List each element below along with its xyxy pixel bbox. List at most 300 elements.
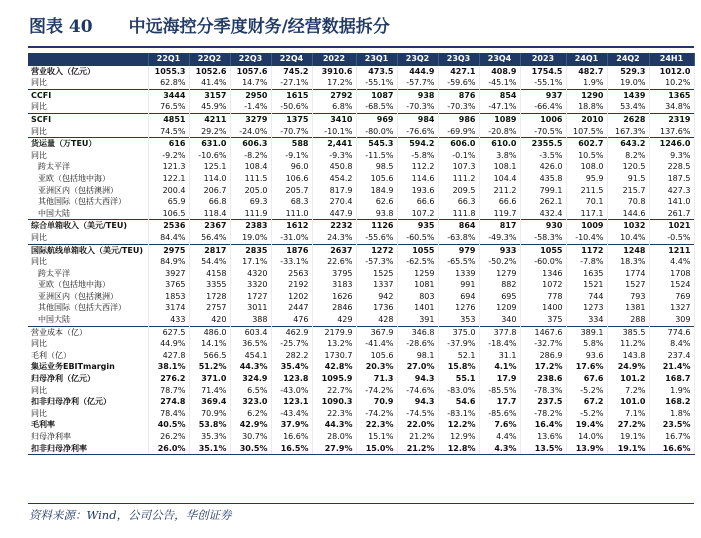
table-cell: 346.8: [397, 326, 438, 338]
table-cell: 1876: [271, 244, 312, 256]
table-cell: 27.2%: [607, 419, 649, 431]
column-header: 23Q1: [356, 53, 397, 65]
table-cell: 118.4: [189, 208, 230, 220]
table-cell: 238.6: [520, 373, 566, 385]
table-cell: 6.5%: [230, 385, 271, 397]
table-cell: 7.1%: [607, 408, 649, 420]
table-cell: 205.0: [230, 185, 271, 197]
table-cell: 2319: [649, 113, 694, 125]
table-cell: 76.5%: [148, 101, 189, 113]
table-cell: 17.2%: [520, 361, 566, 373]
table-cell: 16.4%: [520, 419, 566, 431]
table-cell: 111.5: [230, 173, 271, 185]
table-cell: 2383: [230, 220, 271, 232]
table-cell: 1.8%: [649, 408, 694, 420]
table-cell: 603.4: [230, 326, 271, 338]
figure-number: 图表 40: [29, 17, 93, 37]
table-cell: 1089: [479, 113, 520, 125]
row-label: 同比: [28, 150, 148, 162]
table-cell: 137.6%: [649, 126, 694, 138]
table-cell: 30.7%: [230, 431, 271, 443]
table-cell: -80.0%: [356, 126, 397, 138]
table-cell: -10.6%: [189, 150, 230, 162]
table-cell: 15.8%: [438, 361, 479, 373]
table-cell: 3.8%: [479, 150, 520, 162]
table-cell: 803: [397, 291, 438, 303]
column-header: 24H1: [649, 53, 694, 65]
row-label: 同比: [28, 338, 148, 350]
table-cell: 1365: [649, 89, 694, 101]
table-cell: 309: [649, 314, 694, 326]
table-cell: 8.2%: [607, 150, 649, 162]
table-cell: 2817: [189, 244, 230, 256]
table-cell: -69.9%: [438, 126, 479, 138]
table-cell: 643.2: [607, 138, 649, 150]
table-cell: 2179.9: [312, 326, 356, 338]
table-cell: -59.6%: [438, 77, 479, 89]
table-cell: 274.8: [148, 396, 189, 408]
table-cell: 93.8: [356, 208, 397, 220]
table-cell: 24.3%: [312, 232, 356, 244]
table-cell: 2975: [148, 244, 189, 256]
table-row: [28, 302, 694, 314]
table-cell: 1467.6: [520, 326, 566, 338]
table-cell: -85.6%: [479, 408, 520, 420]
table-cell: 19.4%: [566, 419, 607, 431]
table-cell: -85.5%: [479, 385, 520, 397]
row-label: 同比: [28, 256, 148, 268]
table-cell: 1381: [607, 302, 649, 314]
table-cell: -9.2%: [148, 150, 189, 162]
table-cell: -62.5%: [397, 256, 438, 268]
table-row: [28, 232, 694, 244]
table-cell: 444.9: [397, 65, 438, 77]
table-cell: 69.3: [230, 196, 271, 208]
table-cell: 41.4%: [189, 77, 230, 89]
table-cell: 2846: [312, 302, 356, 314]
table-cell: 12.8%: [438, 443, 479, 455]
table-cell: 432.4: [520, 208, 566, 220]
table-cell: 211.2: [479, 185, 520, 197]
row-label: SCFI: [28, 113, 148, 125]
row-label: 其他国际（包括大西洋）: [28, 196, 148, 208]
row-label: 亚欧（包括地中海）: [28, 173, 148, 185]
table-cell: 288: [607, 314, 649, 326]
table-cell: 10.5%: [566, 150, 607, 162]
table-cell: 545.3: [356, 138, 397, 150]
table-row: [28, 443, 694, 455]
table-cell: 70.8: [607, 196, 649, 208]
column-header: 22Q3: [230, 53, 271, 65]
table-cell: 237.5: [520, 396, 566, 408]
source-note: 资料来源：Wind，公司公告，华创证券: [29, 508, 232, 522]
table-cell: 1.9%: [649, 385, 694, 397]
table-cell: 141.0: [649, 196, 694, 208]
table-cell: -76.6%: [397, 126, 438, 138]
row-label: 扣非归母净利（亿元）: [28, 396, 148, 408]
table-cell: 1081: [397, 279, 438, 291]
table-cell: 62.8%: [148, 77, 189, 89]
table-cell: 65.9: [148, 196, 189, 208]
row-label: 营业成本（亿）: [28, 326, 148, 338]
table-cell: 37.9%: [271, 419, 312, 431]
title-divider: [28, 46, 694, 48]
table-cell: 34.8%: [649, 101, 694, 113]
table-cell: 1728: [189, 291, 230, 303]
row-label: 跨太平洋: [28, 161, 148, 173]
table-cell: 52.1: [438, 350, 479, 362]
table-row: [28, 173, 694, 185]
table-cell: 206.7: [189, 185, 230, 197]
table-cell: 1.9%: [566, 77, 607, 89]
table-cell: 454.1: [230, 350, 271, 362]
table-cell: 694: [438, 291, 479, 303]
table-cell: -9.1%: [271, 150, 312, 162]
table-row: [28, 314, 694, 326]
column-header: 24Q2: [607, 53, 649, 65]
table-cell: 1202: [271, 291, 312, 303]
table-cell: 454.2: [312, 173, 356, 185]
table-row: [28, 408, 694, 420]
table-cell: 745.2: [271, 65, 312, 77]
table-cell: 864: [438, 220, 479, 232]
table-cell: 1273: [566, 302, 607, 314]
table-cell: 2192: [271, 279, 312, 291]
table-cell: 84.4%: [148, 232, 189, 244]
table-cell: 114.0: [189, 173, 230, 185]
table-cell: -78.3%: [520, 385, 566, 397]
table-row: [28, 77, 694, 89]
table-cell: -0.5%: [649, 232, 694, 244]
table-cell: -55.1%: [356, 77, 397, 89]
table-row: [28, 350, 694, 362]
table-cell: 1012.0: [649, 65, 694, 77]
table-cell: -18.4%: [479, 338, 520, 350]
table-cell: 21.4%: [649, 361, 694, 373]
table-cell: 10.2%: [649, 77, 694, 89]
table-row: [28, 101, 694, 113]
table-cell: -31.0%: [271, 232, 312, 244]
table-cell: 144.6: [607, 208, 649, 220]
table-cell: 101.2: [607, 373, 649, 385]
table-cell: 91.5: [607, 173, 649, 185]
table-cell: 108.0: [566, 161, 607, 173]
table-cell: 1524: [649, 279, 694, 291]
table-cell: 1055: [397, 244, 438, 256]
table-row: [28, 279, 694, 291]
table-cell: -20.8%: [479, 126, 520, 138]
table-cell: 22.6%: [312, 256, 356, 268]
table-cell: 262.1: [520, 196, 566, 208]
table-cell: 2010: [566, 113, 607, 125]
table-cell: 377.8: [479, 326, 520, 338]
table-row: [28, 161, 694, 173]
table-cell: 1172: [566, 244, 607, 256]
table-cell: 426.0: [520, 161, 566, 173]
table-cell: 17.2%: [312, 77, 356, 89]
table-cell: 1087: [356, 89, 397, 101]
table-cell: 19.1%: [607, 443, 649, 455]
table-cell: 18.3%: [607, 256, 649, 268]
table-cell: 125.1: [189, 161, 230, 173]
table-cell: 27.0%: [397, 361, 438, 373]
table-cell: 93.6: [566, 350, 607, 362]
table-cell: 108.1: [479, 161, 520, 173]
table-cell: 433: [148, 314, 189, 326]
table-cell: 54.6: [438, 396, 479, 408]
table-row: [28, 291, 694, 303]
table-cell: 1126: [356, 220, 397, 232]
table-cell: -83.1%: [438, 408, 479, 420]
row-label: 归母净利率: [28, 431, 148, 443]
table-cell: 30.5%: [230, 443, 271, 455]
table-cell: 13.2%: [312, 338, 356, 350]
table-cell: 1730.7: [312, 350, 356, 362]
table-cell: 2536: [148, 220, 189, 232]
table-cell: 111.9: [230, 208, 271, 220]
table-cell: 427.1: [438, 65, 479, 77]
table-cell: 938: [397, 89, 438, 101]
table-row: [28, 338, 694, 350]
table-row: [28, 419, 694, 431]
table-row: [28, 431, 694, 443]
table-cell: 1279: [479, 268, 520, 280]
table-row: [28, 208, 694, 220]
table-cell: 16.6%: [649, 443, 694, 455]
column-header: 2023: [520, 53, 566, 65]
table-cell: 1095.9: [312, 373, 356, 385]
table-cell: -47.1%: [479, 101, 520, 113]
table-cell: 104.4: [479, 173, 520, 185]
table-cell: -55.6%: [356, 232, 397, 244]
table-cell: 4.3%: [479, 443, 520, 455]
table-cell: 1708: [649, 268, 694, 280]
table-cell: 1774: [607, 268, 649, 280]
table-cell: 106.6: [271, 173, 312, 185]
table-cell: -78.2%: [520, 408, 566, 420]
table-cell: 107.3: [438, 161, 479, 173]
table-cell: 26.0%: [148, 443, 189, 455]
table-cell: 1272: [356, 244, 397, 256]
table-cell: 3795: [312, 268, 356, 280]
table-cell: 389.1: [566, 326, 607, 338]
table-cell: 420: [189, 314, 230, 326]
table-cell: 367.9: [356, 326, 397, 338]
table-cell: -9.3%: [312, 150, 356, 162]
table-cell: 215.7: [607, 185, 649, 197]
table-cell: 38.1%: [148, 361, 189, 373]
table-cell: 933: [479, 244, 520, 256]
table-cell: 2637: [312, 244, 356, 256]
table-cell: -24.0%: [230, 126, 271, 138]
table-cell: 1439: [607, 89, 649, 101]
table-cell: 2950: [230, 89, 271, 101]
footer-divider: [28, 503, 694, 504]
figure-title: [29, 9, 689, 45]
table-cell: 610.0: [479, 138, 520, 150]
table-cell: 529.3: [607, 65, 649, 77]
row-label: 同比: [28, 126, 148, 138]
table-cell: 1209: [479, 302, 520, 314]
table-cell: 854: [479, 89, 520, 101]
table-cell: -43.0%: [271, 385, 312, 397]
table-cell: 1615: [271, 89, 312, 101]
row-label: 亚洲区内（包括澳洲）: [28, 185, 148, 197]
table-cell: 7.6%: [479, 419, 520, 431]
table-cell: 55.1: [438, 373, 479, 385]
table-cell: 18.8%: [566, 101, 607, 113]
table-cell: 2757: [189, 302, 230, 314]
table-row: [28, 268, 694, 280]
table-cell: 1055.3: [148, 65, 189, 77]
table-cell: 930: [520, 220, 566, 232]
table-cell: 66.3: [438, 196, 479, 208]
table-cell: 1754.5: [520, 65, 566, 77]
table-cell: 606.0: [438, 138, 479, 150]
table-cell: 369.4: [189, 396, 230, 408]
table-cell: 211.5: [566, 185, 607, 197]
table-cell: 122.1: [148, 173, 189, 185]
table-cell: 3910.6: [312, 65, 356, 77]
table-cell: 26.2%: [148, 431, 189, 443]
table-cell: 473.5: [356, 65, 397, 77]
table-cell: 14.7%: [230, 77, 271, 89]
table-cell: 19.0%: [607, 77, 649, 89]
table-cell: -5.2%: [566, 385, 607, 397]
table-cell: 15.0%: [356, 443, 397, 455]
table-cell: 168.7: [649, 373, 694, 385]
table-cell: 98.1: [397, 350, 438, 362]
table-row: [28, 89, 694, 101]
table-cell: 71.4%: [189, 385, 230, 397]
table-cell: 94.3: [397, 373, 438, 385]
table-cell: 2,441: [312, 138, 356, 150]
column-header: 23Q3: [438, 53, 479, 65]
table-cell: 96.0: [271, 161, 312, 173]
table-row: [28, 65, 694, 77]
table-cell: -10.1%: [312, 126, 356, 138]
table-cell: 1521: [566, 279, 607, 291]
table-cell: 942: [356, 291, 397, 303]
table-cell: 54.4%: [189, 256, 230, 268]
table-cell: -5.8%: [397, 150, 438, 162]
table-cell: 1057.6: [230, 65, 271, 77]
table-cell: -37.9%: [438, 338, 479, 350]
table-cell: 237.4: [649, 350, 694, 362]
table-cell: 67.2: [566, 396, 607, 408]
table-cell: 979: [438, 244, 479, 256]
table-cell: 2628: [607, 113, 649, 125]
table-cell: 4320: [230, 268, 271, 280]
table-cell: -63.8%: [438, 232, 479, 244]
table-cell: 15.1%: [356, 431, 397, 443]
table-cell: 71.3: [356, 373, 397, 385]
table-row: [28, 396, 694, 408]
table-cell: 42.8%: [312, 361, 356, 373]
table-cell: -10.4%: [566, 232, 607, 244]
table-cell: -58.3%: [520, 232, 566, 244]
table-cell: 371.0: [189, 373, 230, 385]
table-cell: 11.2%: [607, 338, 649, 350]
row-label: 中国大陆: [28, 314, 148, 326]
table-cell: 4.4%: [649, 256, 694, 268]
column-header: 23Q2: [397, 53, 438, 65]
table-cell: -83.0%: [438, 385, 479, 397]
table-cell: -5.2%: [566, 408, 607, 420]
table-cell: -32.7%: [520, 338, 566, 350]
table-cell: 78.4%: [148, 408, 189, 420]
row-label: 毛利（亿）: [28, 350, 148, 362]
table-cell: -41.4%: [356, 338, 397, 350]
table-cell: 22.3%: [312, 408, 356, 420]
table-cell: 51.2%: [189, 361, 230, 373]
table-cell: 19.1%: [607, 431, 649, 443]
table-cell: 428: [356, 314, 397, 326]
table-row: [28, 150, 694, 162]
table-cell: 184.9: [356, 185, 397, 197]
table-cell: 45.9%: [189, 101, 230, 113]
table-cell: 200.4: [148, 185, 189, 197]
table-cell: 602.7: [566, 138, 607, 150]
table-cell: 4211: [189, 113, 230, 125]
table-cell: 62.6: [356, 196, 397, 208]
table-cell: 21.2%: [397, 443, 438, 455]
table-cell: 13.9%: [566, 443, 607, 455]
table-cell: 3444: [148, 89, 189, 101]
table-cell: 16.5%: [271, 443, 312, 455]
header-corner: [28, 53, 148, 65]
table-cell: 744: [566, 291, 607, 303]
table-cell: 1612: [271, 220, 312, 232]
table-cell: 1635: [566, 268, 607, 280]
table-cell: 1055: [520, 244, 566, 256]
table-cell: 991: [438, 279, 479, 291]
table-cell: 17.6%: [566, 361, 607, 373]
table-cell: 282.2: [271, 350, 312, 362]
row-label: 综合单箱收入（美元/TEU): [28, 220, 148, 232]
row-label: 同比: [28, 101, 148, 113]
table-row: [28, 196, 694, 208]
table-cell: 106.5: [148, 208, 189, 220]
table-cell: 14.1%: [189, 338, 230, 350]
table-cell: 1327: [649, 302, 694, 314]
table-cell: 627.5: [148, 326, 189, 338]
table-row: [28, 244, 694, 256]
table-cell: 1337: [356, 279, 397, 291]
table-cell: -74.6%: [397, 385, 438, 397]
table-cell: 17.7: [479, 396, 520, 408]
table-cell: 111.0: [271, 208, 312, 220]
table-cell: 111.8: [438, 208, 479, 220]
table-cell: 105.6: [356, 173, 397, 185]
table-cell: 29.2%: [189, 126, 230, 138]
table-cell: 385.5: [607, 326, 649, 338]
table-cell: -55.1%: [520, 77, 566, 89]
table-cell: 1527: [607, 279, 649, 291]
table-cell: 94.3: [397, 396, 438, 408]
table-cell: 3765: [148, 279, 189, 291]
table-cell: 2563: [271, 268, 312, 280]
table-cell: 56.4%: [189, 232, 230, 244]
table-cell: 95.9: [566, 173, 607, 185]
table-cell: -68.5%: [356, 101, 397, 113]
column-header: 2022: [312, 53, 356, 65]
table-cell: 270.4: [312, 196, 356, 208]
table-cell: 107.2: [397, 208, 438, 220]
table-cell: -3.5%: [520, 150, 566, 162]
table-cell: 12.9%: [438, 431, 479, 443]
table-cell: 3355: [189, 279, 230, 291]
